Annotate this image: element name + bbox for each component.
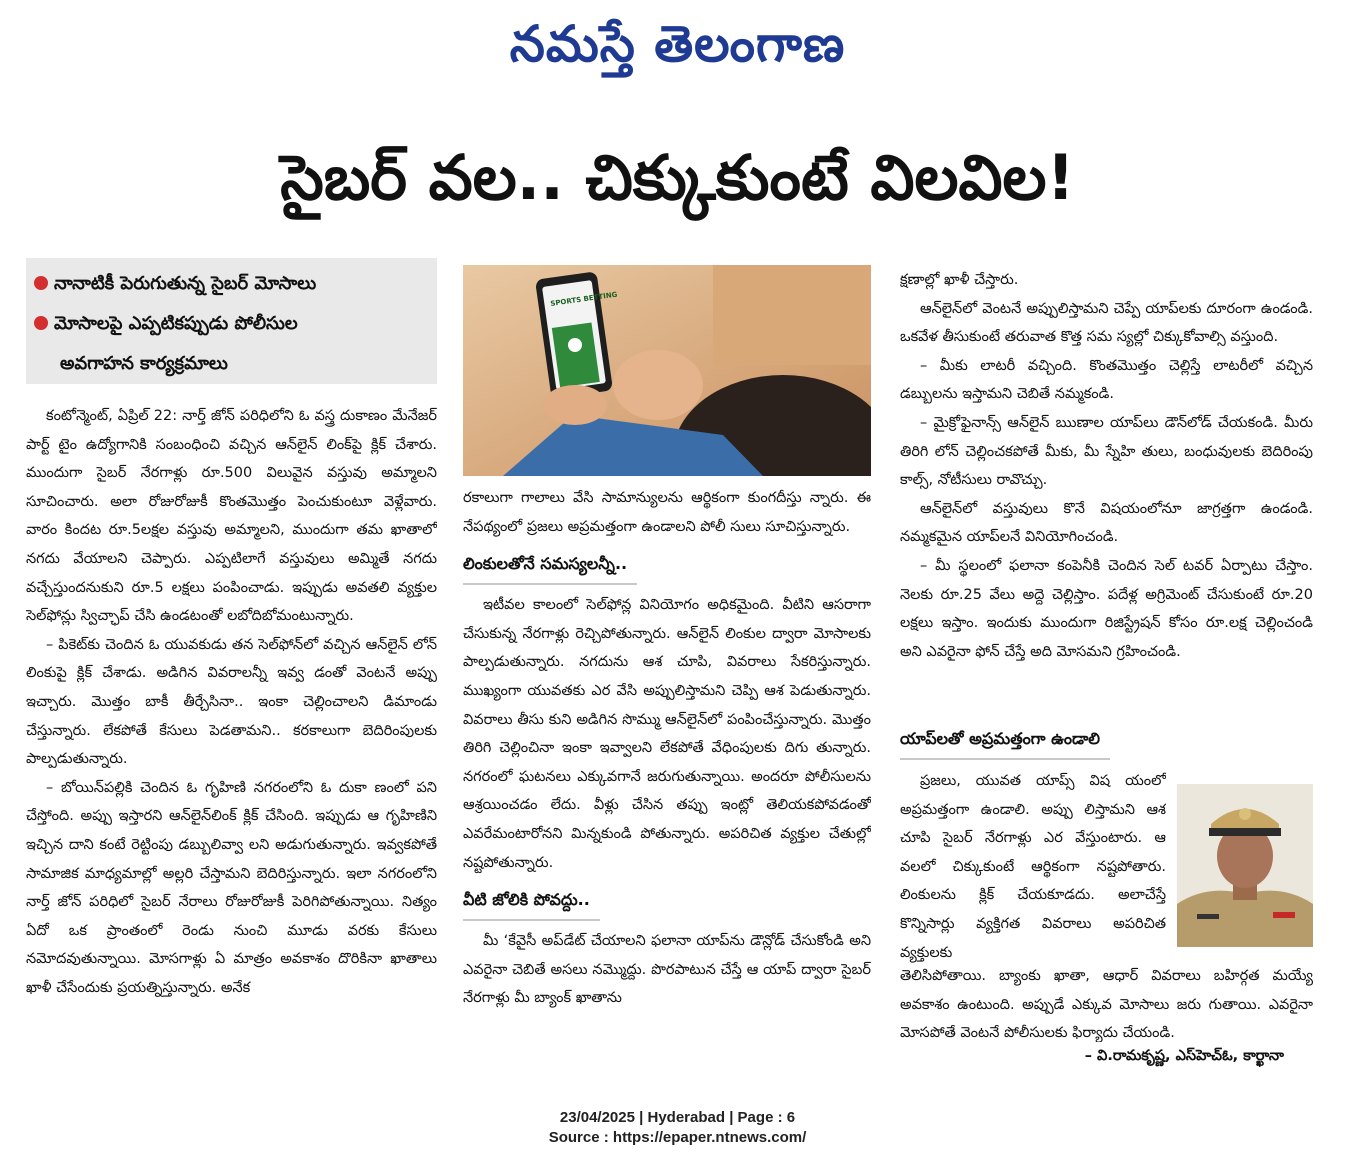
highlight-2-text-line1: మోసాలపై ఎప్పటికప్పుడు పోలీసుల <box>54 313 298 334</box>
bullet-icon <box>34 316 48 330</box>
footer-date-page: 23/04/2025 | Hyderabad | Page : 6 <box>559 1109 796 1126</box>
article-column-3 <box>900 266 1313 722</box>
article-column-2 <box>463 484 871 1068</box>
phone-screen-label: SPORTS BETTING <box>549 290 618 308</box>
highlight-2-cont <box>34 344 429 384</box>
subheading-apps: యాప్‌లతో అప్రమత్తంగా ఉండాలి <box>900 720 1110 760</box>
byline-signature <box>1000 1042 1284 1071</box>
highlights-box <box>26 258 437 384</box>
article-column-1 <box>26 402 437 1068</box>
officer-portrait <box>1177 784 1313 947</box>
paragraph: ఆన్‌లైన్‌లో వస్తువులు కొనే విషయంలోనూ జాగ్రత్తగా ఉండండి. నమ్మకమైన యాప్‌లనే వినియోగించండి. <box>900 500 1313 546</box>
highlight-2-text-line2: అవగాహన కార్యక్రమాలు <box>60 353 228 374</box>
masthead-title: నమస్తే తెలంగాణ <box>509 14 846 73</box>
page-footer <box>0 1108 1355 1148</box>
paragraph: మీ ‘కేవైసీ అప్‌డేట్ చేయాలని ఫలానా యాప్‌ను డౌన్లోడ్ చేసుకోండి అని ఎవరైనా చెబితే అసలు నమ్మొద్దు. పొరపాటున చేస్తే ఆ యాప్ ద్వారా సైబర్ నేరగాళ్లు మీ బ్యాంక్ ఖాతాను <box>463 933 871 1007</box>
sports-betting-photo <box>463 265 871 476</box>
subheading-links: లింకులతోనే సమస్యలన్నీ.. <box>463 545 637 585</box>
paragraph: – పికెట్‌కు చెందిన ఓ యువకుడు తన సెల్‌ఫోన్‌లో వచ్చిన ఆన్‌లైన్ లోన్ లింకుపై క్లిక్ చేశాడు. అడిగిన వివరాలన్నీ ఇవ్వ డంతో వెంటనే అప్పు ఇచ్చారు. మొత్తం బాకీ తీర్చేసినా.. ఇంకా చెల్లించాలని డిమాండు చేస్తున్నారు. లేకపోతే కేసులు పెడతామని.. కరకాలుగా బెదిరింపులకు పాల్పడుతున్నారు. <box>26 636 437 768</box>
football-icon <box>568 338 582 352</box>
paragraph: – మీకు లాటరీ వచ్చింది. కొంతమొత్తం చెల్లిస్తే లాటరీలో వచ్చిన డబ్బులను ఇస్తామని చెబితే నమ్మకండి. <box>900 357 1313 403</box>
photo-illustration <box>463 265 871 476</box>
paragraph: రకాలుగా గాలాలు వేసి సామాన్యులను ఆర్థికంగా కుంగదీస్తు న్నారు. ఈ నేపథ్యంలో ప్రజలు అప్రమత్తంగా ఉండాలని పోలీ సులు సూచిస్తున్నారు. <box>463 490 871 535</box>
paragraph: – బోయిన్‌పల్లికి చెందిన ఓ గృహిణి నగరంలోని ఓ దుకా ణంలో పని చేస్తోంది. అప్పు ఇస్తారని ఆన్‌లైన్‌లింక్ క్లిక్ చేసింది. ఇప్పుడు ఆ గృహిణిని ఇచ్చిన దాని కంటే రెట్టింపు డబ్బులివ్వా లని అడుగుతున్నారు. ఇవ్వకపోతే సామాజిక మాధ్యమాల్లో అల్లరి చేస్తామని బెదిరిస్తున్నారు. ఇలా నగరంలోని నార్త్ జోన్ పరిధిలో సైబర్ నేరాలు రోజురోజుకీ పెరిగిపోతున్నాయి. నిత్యం ఏదో ఒక ప్రాంతంలో రెండు నుంచి మూడు వరకు కేసులు నమోదవుతున్నాయి. మోసగాళ్లు ఏ మాత్రం అవకాశం దొరికినా ఖాతాలు ఖాళీ చేసేందుకు ప్రయత్నిస్తున్నారు. అనేక <box>26 779 437 996</box>
highlight-1-text: నానాటికీ పెరుగుతున్న సైబర్ మోసాలు <box>54 273 317 294</box>
paragraph: – మైక్రోఫైనాన్స్ ఆన్‌లైన్ ఋణాల యాప్‌లు డౌన్‌లోడ్ చేయకండి. మీరు తిరిగి లోన్ చెల్లించకపోతే మీకు, మీ స్నేహి తులు, బంధువులకు బెదిరింపు కాల్స్, నోటీసులు రావొచ్చు. <box>900 414 1313 489</box>
signature-text: – వి.రామకృష్ణ, ఎస్‌హెచ్‌ఓ, కార్ఖానా <box>1084 1048 1284 1064</box>
subheading-avoid: వీటి జోలికి పోవద్దు.. <box>463 881 600 921</box>
officer-photo <box>1177 784 1313 947</box>
highlight-1 <box>34 264 429 304</box>
article-headline: సైబర్ వల.. చిక్కుకుంటే విలవిల! <box>280 141 1075 214</box>
paragraph: ఆన్‌లైన్‌లో వెంటనే అప్పులిస్తామని చెప్పే యాప్‌లకు దూరంగా ఉండండి. ఒకవేళ తీసుకుంటే తరువాత కొత్త సమ స్యల్లో చిక్కుకోవాల్సి వస్తుంది. <box>900 300 1313 346</box>
quote-text-narrow <box>900 767 1166 967</box>
bullet-icon <box>34 276 48 290</box>
highlight-2 <box>34 304 429 344</box>
badge-icon <box>1239 808 1251 820</box>
paragraph: తెలిసిపోతాయి. బ్యాంకు ఖాతా, ఆధార్ వివరాలు బహిర్గత మయ్యే అవకాశం ఉంటుంది. అప్పుడే ఎక్కువ మోసాలు జరు గుతాయి. ఎవరైనా మోసపోతే వెంటనే పోలీసులకు ఫిర్యాదు చేయండి. <box>900 968 1313 1042</box>
paragraph: – మీ స్థలంలో ఫలానా కంపెనీకి చెందిన సెల్ టవర్ ఏర్పాటు చేస్తాం. నెలకు రూ.25 వేలు అద్దె చెల్లిస్తాం. పదేళ్ల అగ్రిమెంట్ చేసుకుంటే రూ.20 లక్షలు ఇస్తాం. ఇందుకు ముందుగా రిజిస్ట్రేషన్ కోసం రూ.లక్ష చెల్లించండి అని ఎవరైనా ఫోన్ చేస్తే అది మోసమని గ్రహించండి. <box>900 557 1313 660</box>
paragraph: ఇటీవల కాలంలో సెల్‌ఫోన్ల వినియోగం అధికమైంది. వీటిని ఆసరాగా చేసుకున్న నేరగాళ్లు రెచ్చిపోతున్నారు. ఆన్‌లైన్ లింకుల ద్వారా మోసాలకు పాల్పడుతున్నారు. నగదును ఆశ చూపి, వివరాలు సేకరిస్తున్నారు. ముఖ్యంగా యువతకు ఎర వేసి అప్పులిస్తామని చెప్పి ఆశ పెడుతున్నారు. వివరాలు తీసు కుని అడిగిన సొమ్ము ఆన్‌లైన్‌లో పంపించేస్తున్నారు. మొత్తం తిరిగి చెల్లించినా ఇంకా ఇవ్వాలని లేకపోతే వేధింపులకు దిగు తున్నారు. నగరంలో ఘటనలు ఎక్కువగానే జరుగుతున్నాయి. అందరూ పోలీసులను ఆశ్రయించడం లేదు. వీళ్లు చేసిన తప్పు ఇంట్లో తెలియకపోవడంతో ఎవరేమంటారోనని మిన్నకుండి పోతున్నారు. అపరిచిత వ్యక్తుల చేతుల్లో నష్టపోతున్నారు. <box>463 597 871 871</box>
paragraph: కంటోన్మెంట్, ఏప్రిల్ 22: నార్త్ జోన్ పరిధిలోని ఓ వస్త్ర దుకాణం మేనేజర్ పార్ట్ టైం ఉద్యోగానికి సంబంధించి వచ్చిన ఆన్‌లైన్ లింక్‌పై క్లిక్ చేశారు. ముందుగా సైబర్ నేరగాళ్లు రూ.500 విలువైన వస్తువు అమ్మాలని సూచించారు. అలా రోజురోజుకీ కొంతమొత్తం పెంచుకుంటూ వెళ్లేవారు. వారం కిందట రూ.5లక్షల వస్తువు అమ్మాలని, ముందుగా తమ ఖాతాలో నగదు వేయాలని చెప్పారు. ఎప్పటిలాగే వస్తువులు అమ్మితే నగదు వచ్చేస్తుందనుకుని రూ.5 లక్షలు పంపించాడు. ఇప్పుడు అవతలి వ్యక్తుల సెల్‌ఫోన్లు స్విచ్ఛాప్ చేసి ఉండటంతో లబోదిబోమంటున్నారు. <box>26 408 437 625</box>
paragraph: క్షణాల్లో ఖాళీ చేస్తారు. <box>900 272 1019 288</box>
footer-source: Source : https://epaper.ntnews.com/ <box>548 1129 807 1146</box>
paragraph: ప్రజలు, యువత యాప్స్ విష యంలో అప్రమత్తంగా ఉండాలి. అప్పు లిస్తామని ఆశ చూపి సైబర్ నేరగాళ్లు ఎర వేస్తుంటారు. ఆ వలలో చిక్కుకుంటే ఆర్థికంగా నష్టపోతారు. లింకులను క్లిక్ చేయకూడదు. అలాచేస్తే కొన్నిసార్లు వ్యక్తిగత వివరాలు అపరిచిత వ్యక్తులకు <box>900 773 1166 961</box>
article-column-3-sub <box>900 716 1313 766</box>
